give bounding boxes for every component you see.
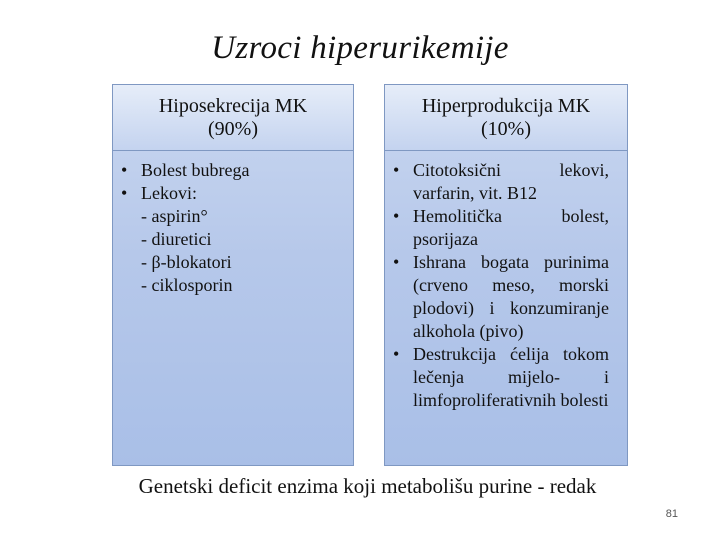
hyperproduction-column — [384, 84, 628, 466]
list-item-text: Citotoksični lekovi, varfarin, vit. B12 — [413, 160, 609, 203]
drug-subitem: - β-blokatori — [141, 252, 232, 272]
list-item — [113, 159, 353, 182]
slide-title: Uzroci hiperurikemije — [211, 30, 509, 66]
bullet: • — [393, 206, 400, 226]
hyperproduction-header — [385, 85, 627, 151]
list-item — [385, 343, 627, 412]
list-item — [385, 205, 627, 251]
bullet: • — [121, 183, 128, 203]
hyperproduction-body — [385, 151, 627, 412]
list-item — [385, 159, 627, 205]
list-item-text: Destrukcija ćelija tokom lečenja mijelo- i limfoproliferativnih bolesti — [413, 344, 609, 410]
hyposecretion-header-percent: (90%) — [208, 117, 258, 140]
drug-subitem: - ciklosporin — [141, 275, 233, 295]
hyperproduction-header-percent: (10%) — [481, 117, 531, 140]
hyposecretion-header-title: Hiposekrecija MK — [158, 94, 308, 117]
list-item-text: Hemolitička bolest, psorijaza — [413, 206, 609, 249]
footer-note: Genetski deficit enzima koji metabolišu purine - redak — [138, 474, 597, 498]
hyposecretion-body — [113, 151, 353, 297]
list-item — [385, 251, 627, 343]
hyperproduction-list — [385, 159, 627, 412]
hyposecretion-header — [113, 85, 353, 151]
hyperproduction-header-title: Hiperprodukcija MK — [421, 94, 591, 117]
list-item — [113, 182, 353, 205]
bullet: • — [121, 160, 128, 180]
list-item-text: Bolest bubrega — [141, 160, 250, 180]
list-item-text: Ishrana bogata purinima (crveno meso, morski plodovi) i konzumiranje alkohola (pivo) — [413, 252, 609, 341]
drug-subitem: - diuretici — [141, 229, 212, 249]
list-item-text: Lekovi: — [141, 183, 197, 203]
bullet: • — [393, 160, 400, 180]
bullet: • — [393, 252, 400, 272]
hyposecretion-column — [112, 84, 354, 466]
bullet: • — [393, 344, 400, 364]
hyposecretion-list — [113, 159, 353, 205]
page-number: 81 — [665, 508, 678, 520]
drug-subitem: - aspirin° — [141, 206, 208, 226]
